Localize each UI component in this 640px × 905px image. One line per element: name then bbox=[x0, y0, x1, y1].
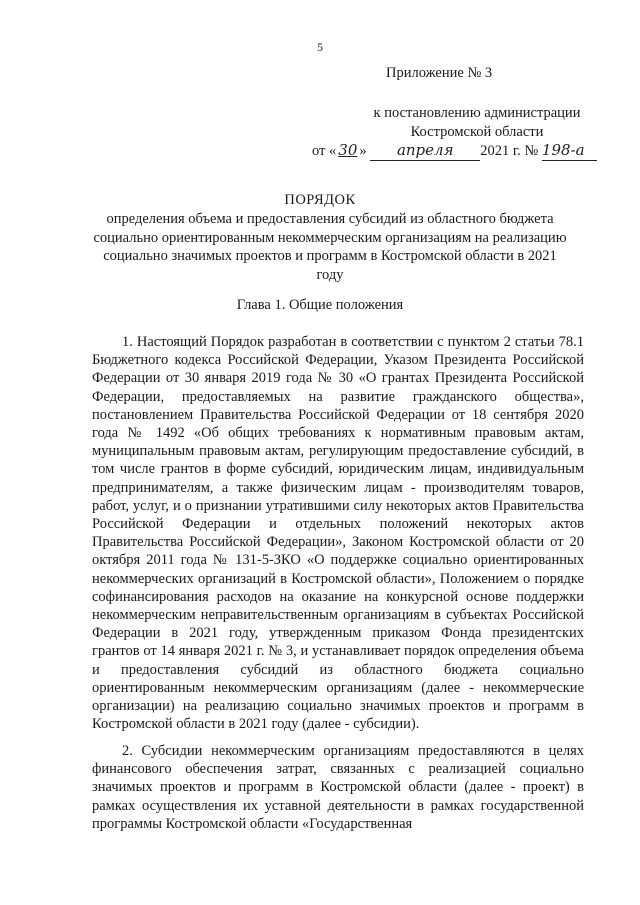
date-day-handwritten: 30 bbox=[338, 141, 358, 159]
annex-date-line bbox=[312, 141, 597, 161]
page-number: 5 bbox=[317, 40, 323, 54]
date-month-handwritten: апреля bbox=[370, 141, 480, 161]
paragraph-1: 1. Настоящий Порядок разработан в соответствии с пунктом 2 статьи 78.1 Бюджетного кодекса Российской Федерации, Указом Президента Российской Федерации от 30 января 2019 года № 30 «О грантах Президента Российской Федерации, предоставляемых на развитие гражданского общества», постановлением Правительства Российской Федерации от 18 сентября 2020 года № 1492 «Об общих требованиях к нормативным правовым актам, муниципальным правовым актам, регулирующим предоставление субсидий, в том числе грантов в форме субсидий, юридическим лицам, индивидуальным предпринимателям, а также физическим лицам - производителям товаров, работ, услуг, и о признании утратившими силу некоторых актов Правительства Российской Федерации и отдельных положений некоторых актов Правительства Российской Федерации», Законом Костромской области от 20 октября 2011 года № 131-5-ЗКО «О поддержке социально ориентированных некоммерческих организаций в Костромской области», Положением о порядке софинансирования расходов на оказание на конкурсной основе поддержки некоммерческим неправительственным организациям в субъектах Российской Федерации в 2021 году, утвержденным приказом Фонда президентских грантов от 14 января 2021 г. № 3, и устанавливает порядок определения объема и предоставления субсидий из областного бюджета социально ориентированным некоммерческим организациям (далее - некоммерческие организации) на реализацию социально значимых проектов и программ в Костромской области в 2021 году (далее - субсидии). bbox=[92, 334, 584, 733]
paragraph-2: 2. Субсидии некоммерческим организациям предоставляются в целях финансового обеспечения затрат, связанных с реализацией социально значимых проектов и программ в Костромской области (далее - проект) в рамках осуществления их уставной деятельности в рамках государственной программы Костромской области «Государственная bbox=[92, 743, 584, 832]
chapter-heading: Глава 1. Общие положения bbox=[236, 297, 404, 313]
date-prefix: от « bbox=[312, 143, 337, 159]
annex-region-line: Костромской области bbox=[410, 124, 544, 140]
document-subtitle: определения объема и предоставления субсидий из областного бюджета социально ориентированным некоммерческим организациям на реализацию социально значимых проектов и программ в Костромской области в 2021 году bbox=[93, 211, 567, 283]
document-title: ПОРЯДОК bbox=[284, 192, 356, 208]
date-mid: » bbox=[359, 143, 367, 159]
document-number-handwritten: 198-а bbox=[542, 141, 597, 161]
annex-label: Приложение № 3 bbox=[386, 65, 493, 81]
annex-resolution-line: к постановлению администрации bbox=[373, 105, 581, 121]
date-year: 2021 г. № bbox=[480, 143, 539, 159]
